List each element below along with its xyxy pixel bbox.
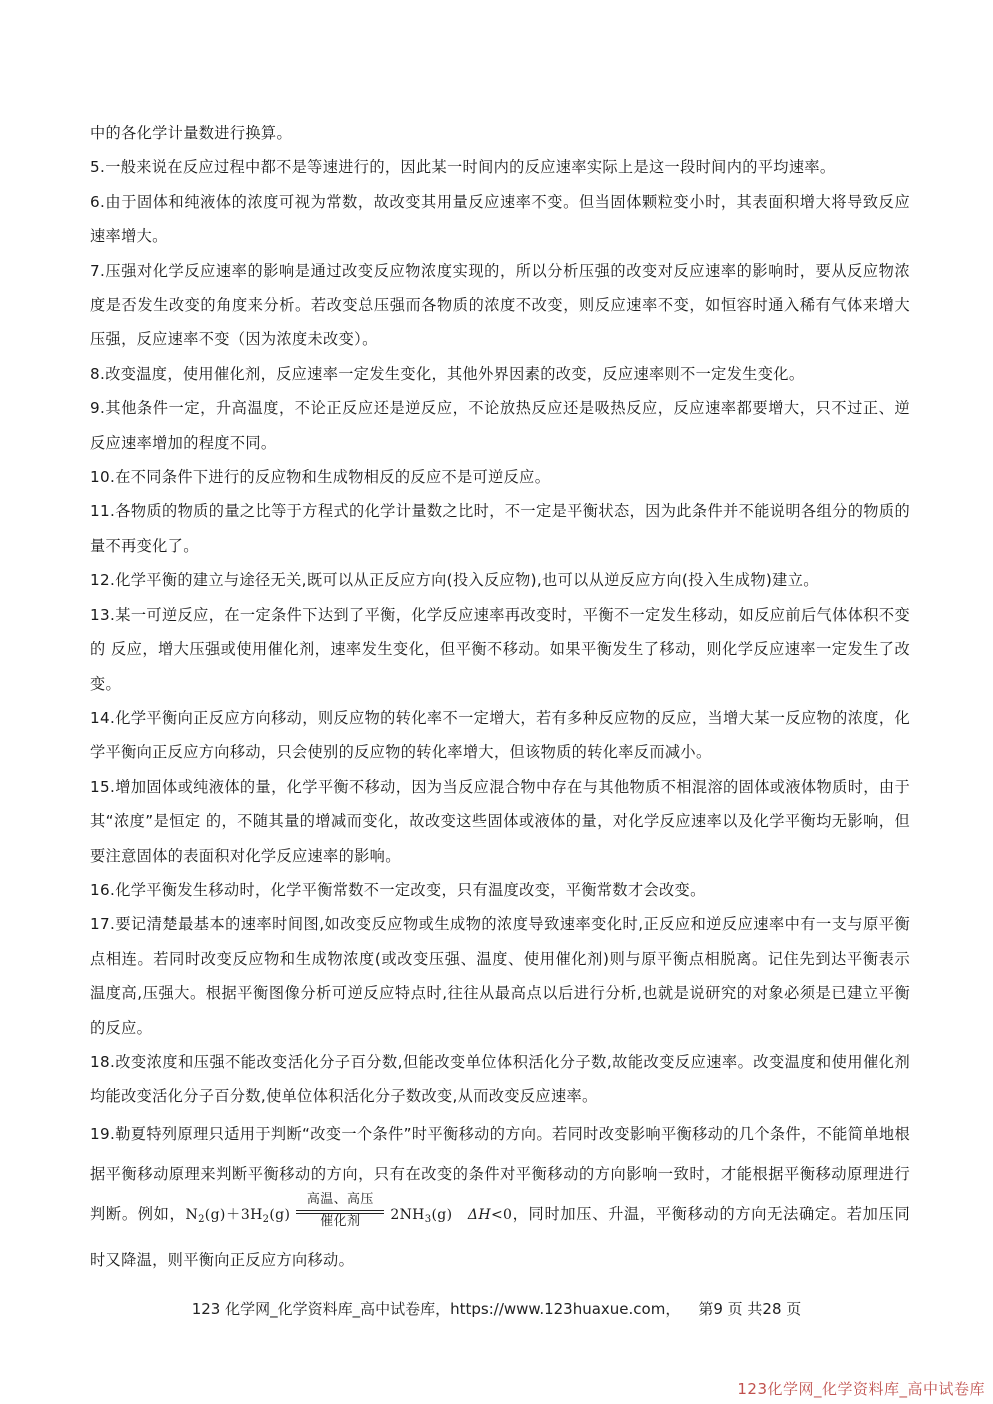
paragraph-6: 6.由于固体和纯液体的浓度可视为常数，故改变其用量反应速率不变。但当固体颗粒变小时，其表面积增大将导致反应速率增大。 bbox=[90, 192, 910, 246]
paragraph-16: 16.化学平衡发生移动时，化学平衡常数不一定改变，只有温度改变，平衡常数才会改变。 bbox=[90, 880, 706, 899]
footer-page-number: 第9 页 共28 页 bbox=[698, 1300, 802, 1318]
paragraph-12: 12.化学平衡的建立与途径无关,既可以从正反应方向(投入反应物),也可以从逆反应方向(投入生成物)建立。 bbox=[90, 571, 819, 590]
paragraph-18: 18.改变浓度和压强不能改变活化分子百分数,但能改变单位体积活化分子数,故能改变反应速率。改变温度和使用催化剂均能改变活化分子百分数,使单位体积活化分子数改变,从而改变反应速率。 bbox=[90, 1052, 910, 1106]
watermark: 123化学网_化学资料库_高中试卷库 bbox=[737, 1380, 985, 1398]
enthalpy-symbol: ΔH bbox=[467, 1206, 491, 1223]
reaction-condition-bottom: 催化剂 bbox=[320, 1213, 361, 1229]
reaction-condition-top: 高温、高压 bbox=[306, 1191, 374, 1207]
paragraph-15: 15.增加固体或纯液体的量，化学平衡不移动，因为当反应混合物中存在与其他物质不相混溶的固体或液体物质时，由于其“浓度”是恒定 的，不随其量的增减而变化，故改变这些固体或液体的量，对化学反应速率以及化学平衡均无影响，但要注意固体的表面积对化学反应速率的影响。 bbox=[90, 777, 910, 865]
page-footer bbox=[0, 1298, 993, 1319]
chemical-equation: $N_2(g)+3H_2(g)$ 高温、高压 催化剂 $2NH_3(g)$ ΔH<0 bbox=[185, 1207, 512, 1223]
equilibrium-arrow bbox=[292, 1192, 388, 1232]
paragraph-10: 10.在不同条件下进行的反应物和生成物相反的反应不是可逆反应。 bbox=[90, 468, 551, 487]
paragraph-8: 8.改变温度，使用催化剂，反应速率一定发生变化，其他外界因素的改变，反应速率则不一定发生变化。 bbox=[90, 364, 805, 383]
paragraph-19-text: 19.勒夏特列原理只适用于判断“改变一个条件”时平衡移动的方向。若同时改变影响平衡移动的几个条件，不能简单地根据平衡移动原理来判断平衡移动的方向，只有在改变的条件对平衡移动的方向影响一致时，才能根据平衡移动原理进行判断。例如， bbox=[90, 1124, 910, 1223]
paragraph-19 bbox=[90, 1114, 910, 1280]
paragraph-14: 14.化学平衡向正反应方向移动，则反应物的转化率不一定增大，若有多种反应物的反应，当增大某一反应物的浓度，化学平衡向正反应方向移动，只会使别的反应物的转化率增大，但该物质的转化率反而减小。 bbox=[90, 708, 910, 762]
paragraph-17: 17.要记清楚最基本的速率时间图,如改变反应物或生成物的浓度导致速率变化时,正反应和逆反应速率中有一支与原平衡点相连。若同时改变反应物和生成物浓度(或改变压强、温度、使用催化剂)则与原平衡点相脱离。记住先到达平衡表示温度高,压强大。根据平衡图像分析可逆反应特点时,往往从最高点以后进行分析,也就是说研究的对象必须是已建立平衡的反应。 bbox=[90, 915, 910, 1037]
paragraph-19-text-end: ，同时加压、升温，平衡移动的方向无法确定。若加压同时又降温，则平衡向正反应方向移动。 bbox=[90, 1204, 911, 1269]
paragraph-7: 7.压强对化学反应速率的影响是通过改变反应物浓度实现的，所以分析压强的改变对反应速率的影响时，要从反应物浓度是否发生改变的角度来分析。若改变总压强而各物质的浓度不改变，则反应速率不变，如恒容时通入稀有气体来增大压强，反应速率不变（因为浓度未改变）。 bbox=[90, 261, 910, 349]
paragraph-4-end: 中的各化学计量数进行换算。 bbox=[90, 124, 292, 142]
paragraph-11: 11.各物质的物质的量之比等于方程式的化学计量数之比时，不一定是平衡状态，因为此条件并不能说明各组分的物质的量不再变化了。 bbox=[90, 502, 910, 555]
footer-site: 123 化学网_化学资料库_高中试卷库，https://www.123huaxue.com， bbox=[191, 1300, 681, 1318]
document-body bbox=[90, 116, 910, 1280]
paragraph-5: 5.一般来说在反应过程中都不是等速进行的，因此某一时间内的反应速率实际上是这一段时间内的平均速率。 bbox=[90, 158, 836, 177]
paragraph-9: 9.其他条件一定，升高温度，不论正反应还是逆反应，不论放热反应还是吸热反应，反应速率都要增大，只不过正、逆反应速率增加的程度不同。 bbox=[90, 399, 910, 452]
paragraph-13: 13.某一可逆反应，在一定条件下达到了平衡，化学反应速率再改变时，平衡不一定发生移动，如反应前后气体体积不变的 反应，增大压强或使用催化剂，速率发生变化，但平衡不移动。如果平衡发生了移动，则化学反应速率一定发生了改变。 bbox=[90, 605, 910, 693]
